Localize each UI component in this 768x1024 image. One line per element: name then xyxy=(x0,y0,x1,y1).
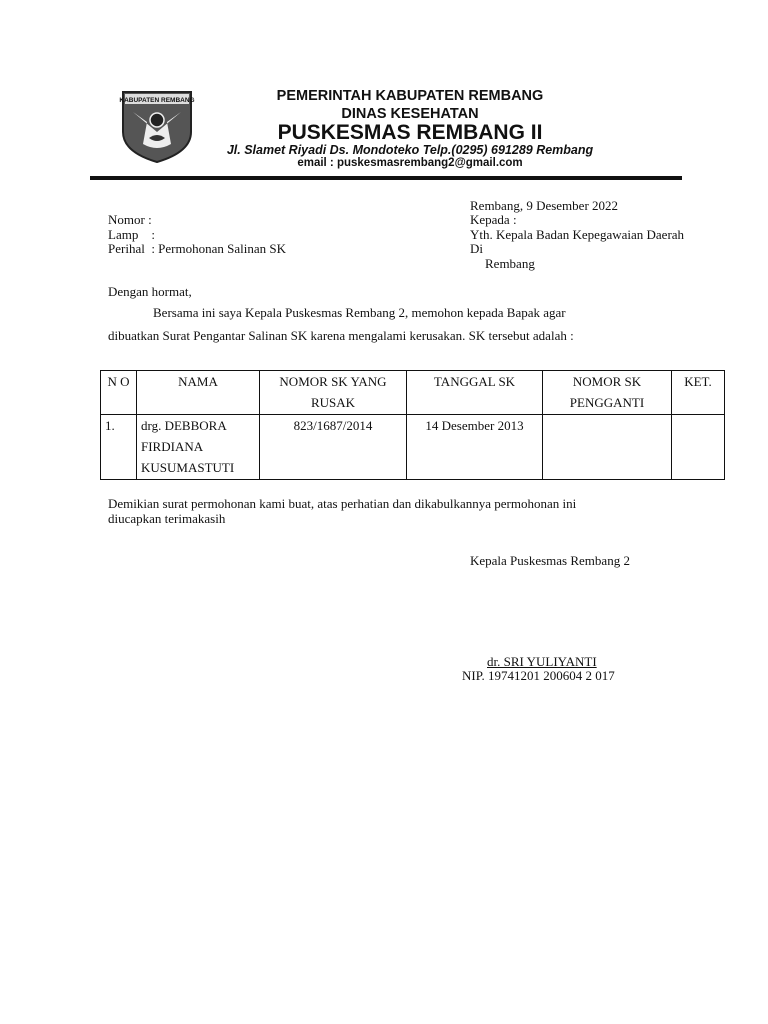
header-nomor-sk-pengganti: NOMOR SK PENGGANTI xyxy=(543,371,672,415)
logo-text: KABUPATEN REMBANG xyxy=(119,97,195,104)
cell-nomor-sk-rusak: 823/1687/2014 xyxy=(260,415,407,480)
letter-date: Rembang, 9 Desember 2022 xyxy=(470,198,619,213)
letterhead-address: Jl. Slamet Riyadi Ds. Mondoteko Telp.(0295) 691289 Rembang xyxy=(226,143,594,157)
header-nama: NAMA xyxy=(137,371,260,415)
signature-name: dr. SRI YULIYANTI xyxy=(487,654,597,669)
letter-subject: Perihal : Permohonan Salinan SK xyxy=(108,241,287,256)
table-header-row xyxy=(101,371,725,415)
salutation: Dengan hormat, xyxy=(108,284,192,299)
signature-title: Kepala Puskesmas Rembang 2 xyxy=(470,553,630,568)
recipient-label: Kepada : xyxy=(470,212,517,227)
header-tanggal-sk: TANGGAL SK xyxy=(407,371,543,415)
letterhead-government: PEMERINTAH KABUPATEN REMBANG xyxy=(276,88,544,104)
letterhead-divider xyxy=(90,176,682,180)
letterhead-department: DINAS KESEHATAN xyxy=(341,106,479,122)
body-paragraph-2: dibuatkan Surat Pengantar Salinan SK karena mengalami kerusakan. SK tersebut adalah : xyxy=(108,328,574,343)
recipient-city: Rembang xyxy=(485,256,535,271)
letter-attachment: Lamp : xyxy=(108,227,155,242)
cell-ket xyxy=(672,415,725,480)
recipient-name: Yth. Kepala Badan Kepegawaian Daerah xyxy=(470,227,685,242)
cell-tanggal-sk: 14 Desember 2013 xyxy=(407,415,543,480)
recipient-di: Di xyxy=(470,241,483,256)
letterhead-email: email : puskesmasrembang2@gmail.com xyxy=(297,157,523,169)
closing-line-2: diucapkan terimakasih xyxy=(108,511,226,526)
cell-nama: drg. DEBBORA FIRDIANA KUSUMASTUTI xyxy=(137,415,260,480)
body-paragraph-1: Bersama ini saya Kepala Puskesmas Rembang 2, memohon kepada Bapak agar xyxy=(153,305,566,320)
cell-nomor-sk-pengganti xyxy=(543,415,672,480)
kabupaten-rembang-emblem-icon xyxy=(119,88,195,164)
header-no: N O xyxy=(101,371,137,415)
letter-number: Nomor : xyxy=(108,212,152,227)
closing-line-1: Demikian surat permohonan kami buat, atas perhatian dan dikabulkannya permohonan ini xyxy=(108,496,577,511)
signature-nip: NIP. 19741201 200604 2 017 xyxy=(462,668,615,683)
table-row xyxy=(101,415,725,480)
letterhead-institution: PUSKESMAS REMBANG II xyxy=(277,121,543,144)
header-nomor-sk-rusak: NOMOR SK YANG RUSAK xyxy=(260,371,407,415)
sk-table xyxy=(100,370,725,480)
header-ket: KET. xyxy=(672,371,725,415)
cell-no: 1. xyxy=(101,415,137,480)
